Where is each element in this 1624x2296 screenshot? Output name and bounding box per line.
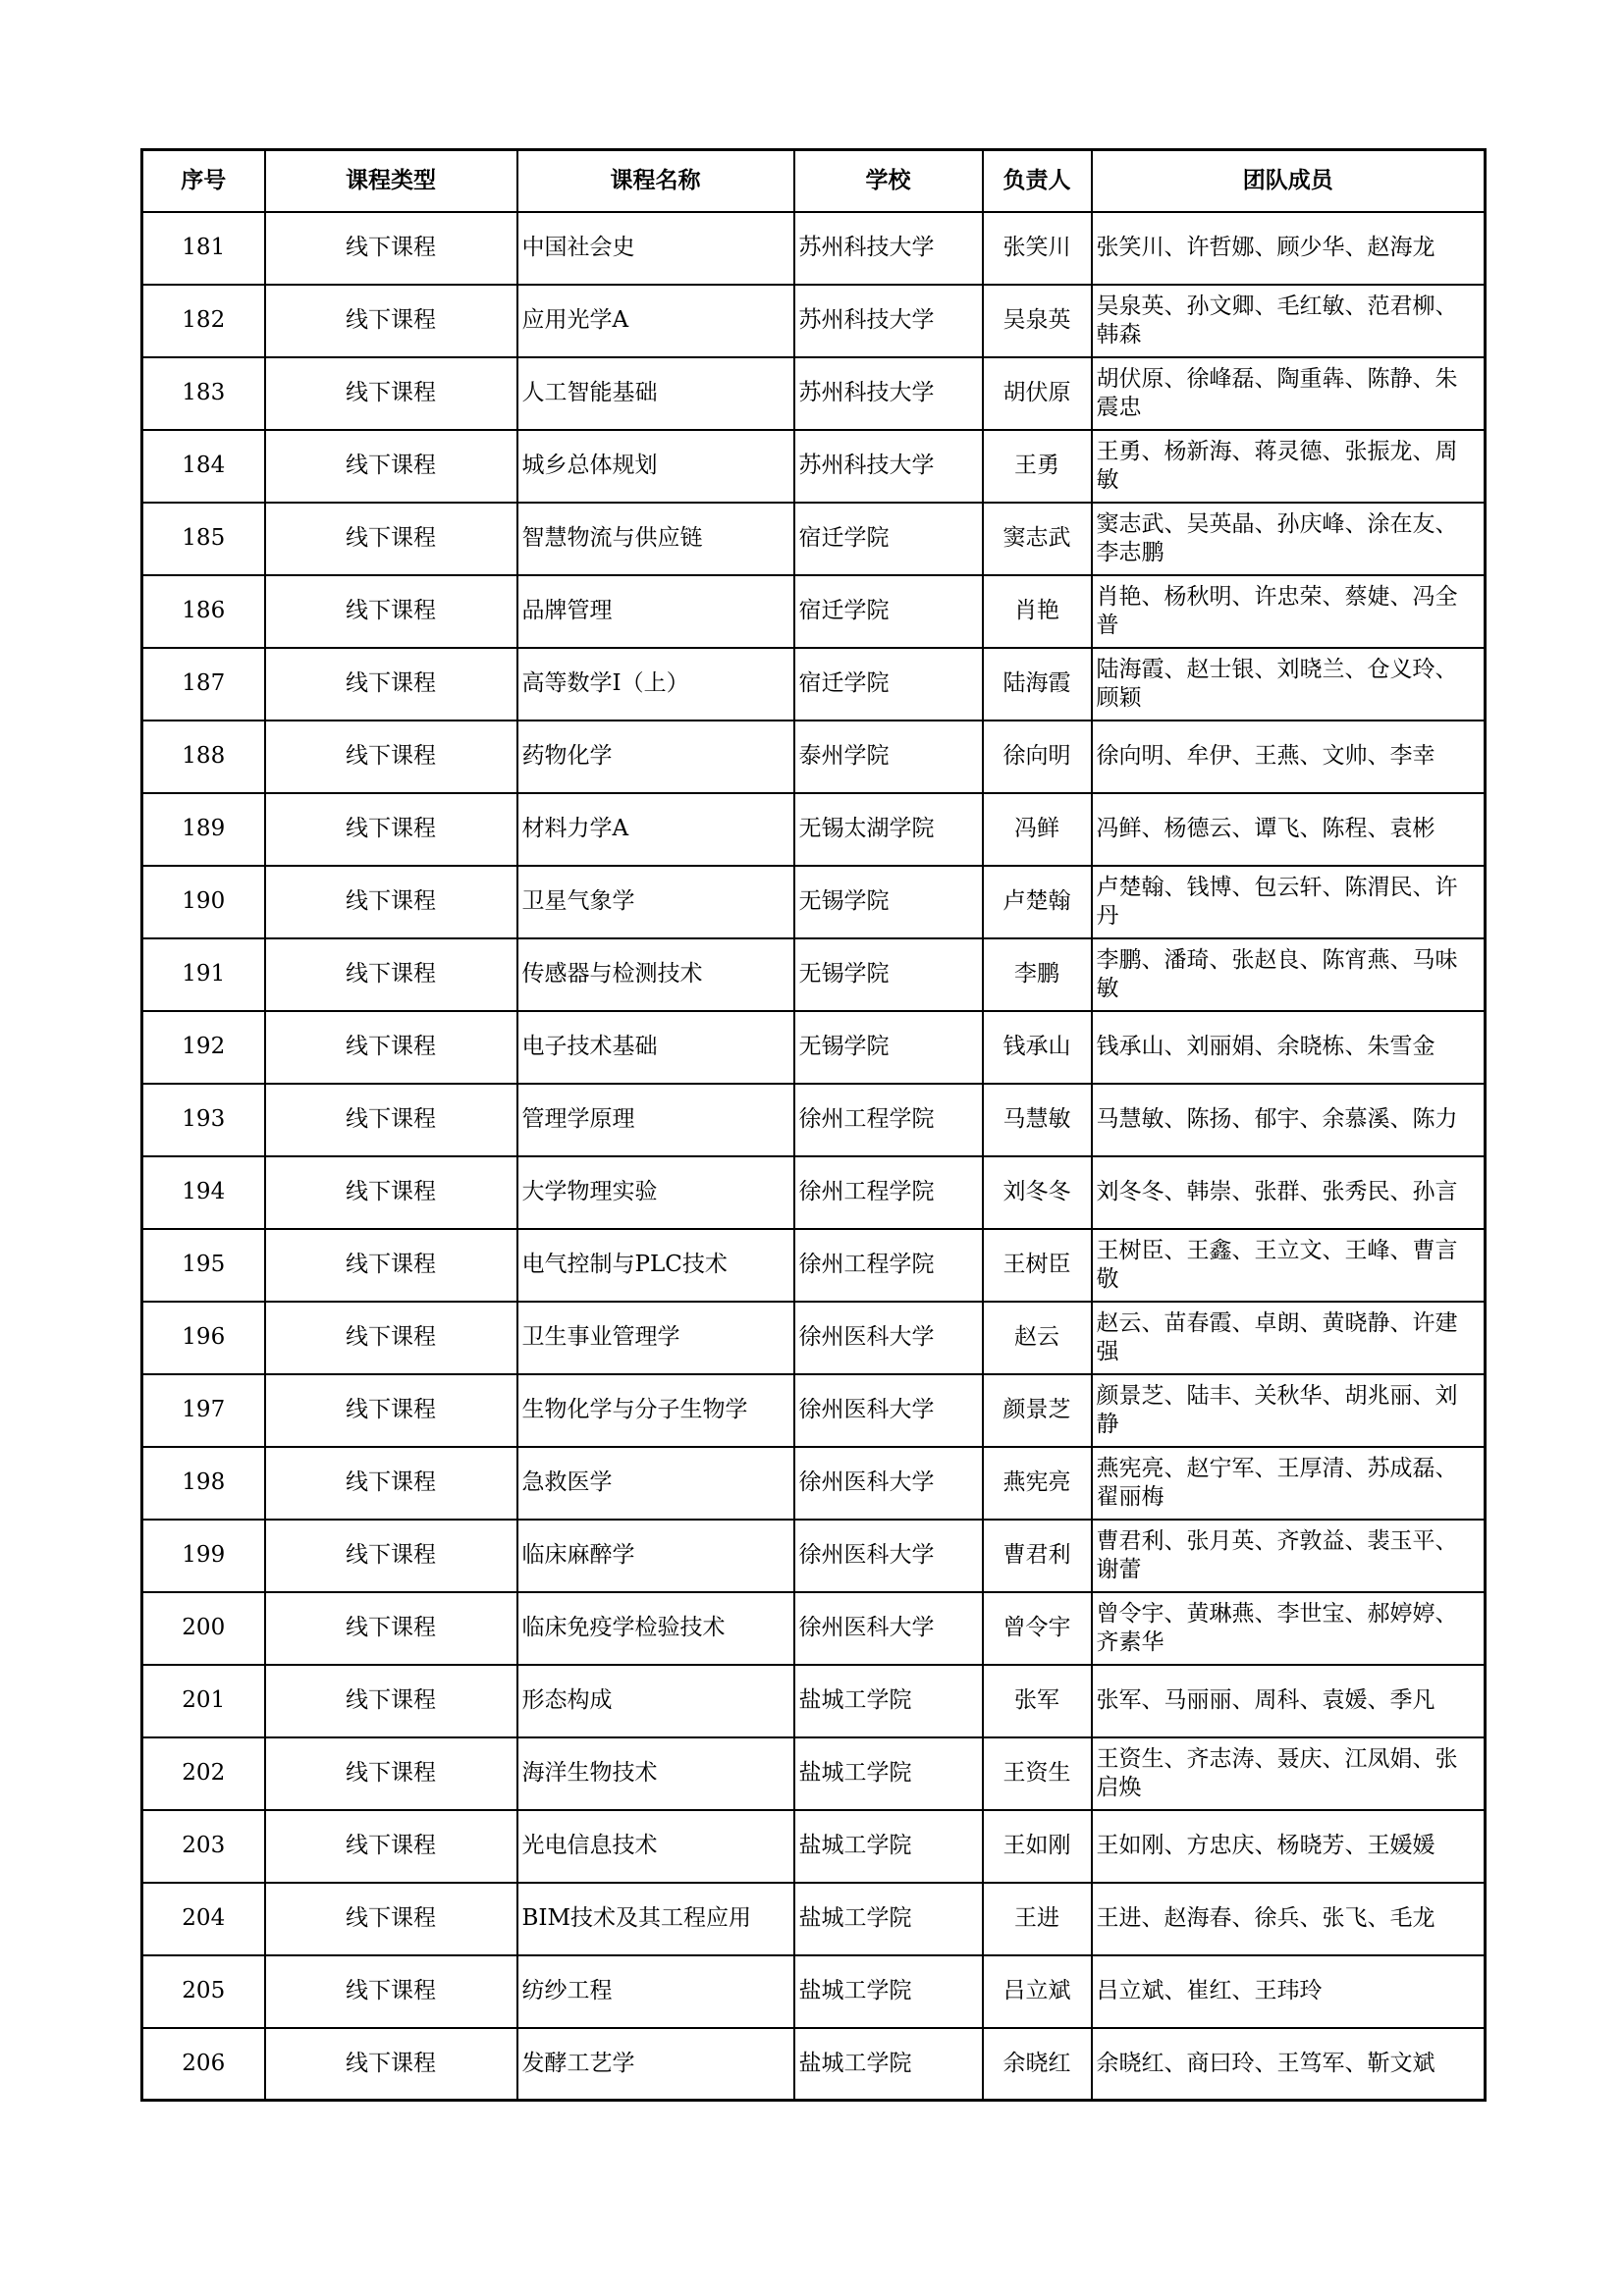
cell-index: 188 xyxy=(142,721,265,793)
table-row xyxy=(142,285,1486,357)
cell-course-type: 线下课程 xyxy=(265,1229,517,1302)
cell-team-members: 王资生、齐志涛、聂庆、江凤娟、张启焕 xyxy=(1092,1737,1486,1810)
header-index: 序号 xyxy=(142,150,265,212)
cell-school: 徐州工程学院 xyxy=(794,1084,983,1156)
cell-team-members: 余晓红、商曰玲、王笃军、靳文斌 xyxy=(1092,2028,1486,2101)
table-row xyxy=(142,1810,1486,1883)
cell-course-name: 人工智能基础 xyxy=(517,357,794,430)
cell-course-type: 线下课程 xyxy=(265,1011,517,1084)
cell-course-type: 线下课程 xyxy=(265,1592,517,1665)
cell-course-name: 药物化学 xyxy=(517,721,794,793)
table-row xyxy=(142,2028,1486,2101)
cell-leader: 赵云 xyxy=(983,1302,1092,1374)
table-row xyxy=(142,1011,1486,1084)
cell-team-members: 赵云、苗春霞、卓朗、黄晓静、许建强 xyxy=(1092,1302,1486,1374)
cell-index: 199 xyxy=(142,1520,265,1592)
cell-team-members: 张军、马丽丽、周科、袁媛、季凡 xyxy=(1092,1665,1486,1737)
cell-course-name: 急救医学 xyxy=(517,1447,794,1520)
table-header xyxy=(142,150,1486,212)
cell-leader: 徐向明 xyxy=(983,721,1092,793)
cell-leader: 王树臣 xyxy=(983,1229,1092,1302)
cell-school: 无锡太湖学院 xyxy=(794,793,983,866)
cell-course-type: 线下课程 xyxy=(265,793,517,866)
table-row xyxy=(142,430,1486,503)
cell-team-members: 卢楚翰、钱博、包云轩、陈渭民、许丹 xyxy=(1092,866,1486,938)
cell-index: 187 xyxy=(142,648,265,721)
cell-course-type: 线下课程 xyxy=(265,430,517,503)
cell-course-name: 智慧物流与供应链 xyxy=(517,503,794,575)
cell-school: 盐城工学院 xyxy=(794,1810,983,1883)
cell-index: 196 xyxy=(142,1302,265,1374)
cell-school: 徐州医科大学 xyxy=(794,1592,983,1665)
cell-course-type: 线下课程 xyxy=(265,357,517,430)
cell-course-type: 线下课程 xyxy=(265,1084,517,1156)
cell-index: 200 xyxy=(142,1592,265,1665)
cell-course-type: 线下课程 xyxy=(265,1810,517,1883)
cell-school: 盐城工学院 xyxy=(794,1737,983,1810)
header-course-type: 课程类型 xyxy=(265,150,517,212)
cell-course-name: 临床麻醉学 xyxy=(517,1520,794,1592)
table-row xyxy=(142,1520,1486,1592)
cell-course-type: 线下课程 xyxy=(265,575,517,648)
cell-course-name: 城乡总体规划 xyxy=(517,430,794,503)
table-row xyxy=(142,1302,1486,1374)
cell-index: 182 xyxy=(142,285,265,357)
cell-team-members: 窦志武、吴英晶、孙庆峰、涂在友、李志鹏 xyxy=(1092,503,1486,575)
cell-course-name: 大学物理实验 xyxy=(517,1156,794,1229)
cell-index: 195 xyxy=(142,1229,265,1302)
course-table xyxy=(140,148,1487,2102)
cell-course-name: 光电信息技术 xyxy=(517,1810,794,1883)
header-leader: 负责人 xyxy=(983,150,1092,212)
cell-team-members: 徐向明、牟伊、王燕、文帅、李幸 xyxy=(1092,721,1486,793)
table-row xyxy=(142,1665,1486,1737)
cell-course-name: 卫生事业管理学 xyxy=(517,1302,794,1374)
cell-course-name: 品牌管理 xyxy=(517,575,794,648)
cell-school: 苏州科技大学 xyxy=(794,430,983,503)
cell-school: 盐城工学院 xyxy=(794,1955,983,2028)
cell-team-members: 胡伏原、徐峰磊、陶重犇、陈静、朱震忠 xyxy=(1092,357,1486,430)
cell-school: 徐州工程学院 xyxy=(794,1229,983,1302)
cell-leader: 张笑川 xyxy=(983,212,1092,285)
cell-index: 186 xyxy=(142,575,265,648)
cell-course-name: 形态构成 xyxy=(517,1665,794,1737)
cell-course-type: 线下课程 xyxy=(265,1883,517,1955)
cell-course-type: 线下课程 xyxy=(265,212,517,285)
cell-team-members: 曾令宇、黄琳燕、李世宝、郝婷婷、齐素华 xyxy=(1092,1592,1486,1665)
table-row xyxy=(142,721,1486,793)
cell-course-type: 线下课程 xyxy=(265,648,517,721)
cell-leader: 钱承山 xyxy=(983,1011,1092,1084)
cell-school: 徐州医科大学 xyxy=(794,1520,983,1592)
cell-school: 苏州科技大学 xyxy=(794,357,983,430)
cell-course-type: 线下课程 xyxy=(265,938,517,1011)
cell-course-name: 卫星气象学 xyxy=(517,866,794,938)
table-row xyxy=(142,1084,1486,1156)
cell-course-name: 电气控制与PLC技术 xyxy=(517,1229,794,1302)
cell-team-members: 吴泉英、孙文卿、毛红敏、范君柳、韩森 xyxy=(1092,285,1486,357)
cell-leader: 张军 xyxy=(983,1665,1092,1737)
cell-index: 204 xyxy=(142,1883,265,1955)
cell-index: 206 xyxy=(142,2028,265,2101)
cell-leader: 陆海霞 xyxy=(983,648,1092,721)
cell-team-members: 钱承山、刘丽娟、余晓栋、朱雪金 xyxy=(1092,1011,1486,1084)
table-row xyxy=(142,938,1486,1011)
table-row xyxy=(142,212,1486,285)
cell-course-name: 中国社会史 xyxy=(517,212,794,285)
cell-school: 苏州科技大学 xyxy=(794,285,983,357)
header-row xyxy=(142,150,1486,212)
cell-team-members: 马慧敏、陈扬、郁宇、余慕溪、陈力 xyxy=(1092,1084,1486,1156)
table-row xyxy=(142,793,1486,866)
cell-course-type: 线下课程 xyxy=(265,503,517,575)
cell-course-type: 线下课程 xyxy=(265,1520,517,1592)
cell-index: 181 xyxy=(142,212,265,285)
cell-school: 盐城工学院 xyxy=(794,1665,983,1737)
table-row xyxy=(142,1156,1486,1229)
cell-leader: 卢楚翰 xyxy=(983,866,1092,938)
cell-team-members: 王进、赵海春、徐兵、张飞、毛龙 xyxy=(1092,1883,1486,1955)
table-row xyxy=(142,1447,1486,1520)
table-row xyxy=(142,1374,1486,1447)
cell-index: 194 xyxy=(142,1156,265,1229)
table-row xyxy=(142,575,1486,648)
cell-course-name: BIM技术及其工程应用 xyxy=(517,1883,794,1955)
table-row xyxy=(142,1592,1486,1665)
cell-course-name: 应用光学A xyxy=(517,285,794,357)
cell-team-members: 李鹏、潘琦、张赵良、陈宵燕、马味敏 xyxy=(1092,938,1486,1011)
cell-team-members: 张笑川、许哲娜、顾少华、赵海龙 xyxy=(1092,212,1486,285)
cell-index: 203 xyxy=(142,1810,265,1883)
cell-leader: 吕立斌 xyxy=(983,1955,1092,2028)
cell-team-members: 王如刚、方忠庆、杨晓芳、王媛媛 xyxy=(1092,1810,1486,1883)
cell-team-members: 燕宪亮、赵宁军、王厚清、苏成磊、翟丽梅 xyxy=(1092,1447,1486,1520)
cell-course-type: 线下课程 xyxy=(265,721,517,793)
cell-index: 192 xyxy=(142,1011,265,1084)
cell-index: 184 xyxy=(142,430,265,503)
table-row xyxy=(142,1955,1486,2028)
table-row xyxy=(142,866,1486,938)
table-body xyxy=(142,212,1486,2101)
cell-school: 徐州医科大学 xyxy=(794,1302,983,1374)
cell-course-type: 线下课程 xyxy=(265,1447,517,1520)
cell-school: 宿迁学院 xyxy=(794,503,983,575)
cell-school: 宿迁学院 xyxy=(794,648,983,721)
table-row xyxy=(142,648,1486,721)
cell-course-name: 管理学原理 xyxy=(517,1084,794,1156)
cell-team-members: 肖艳、杨秋明、许忠荣、蔡婕、冯全普 xyxy=(1092,575,1486,648)
cell-team-members: 曹君利、张月英、齐敦益、裴玉平、谢蕾 xyxy=(1092,1520,1486,1592)
cell-course-type: 线下课程 xyxy=(265,1737,517,1810)
cell-course-type: 线下课程 xyxy=(265,1302,517,1374)
cell-course-name: 海洋生物技术 xyxy=(517,1737,794,1810)
cell-index: 193 xyxy=(142,1084,265,1156)
cell-team-members: 王勇、杨新海、蒋灵德、张振龙、周敏 xyxy=(1092,430,1486,503)
cell-school: 无锡学院 xyxy=(794,1011,983,1084)
table-row xyxy=(142,503,1486,575)
table-row xyxy=(142,1737,1486,1810)
cell-course-name: 材料力学A xyxy=(517,793,794,866)
cell-course-name: 电子技术基础 xyxy=(517,1011,794,1084)
cell-school: 宿迁学院 xyxy=(794,575,983,648)
cell-index: 189 xyxy=(142,793,265,866)
cell-index: 191 xyxy=(142,938,265,1011)
cell-leader: 胡伏原 xyxy=(983,357,1092,430)
header-course-name: 课程名称 xyxy=(517,150,794,212)
table-row xyxy=(142,357,1486,430)
cell-leader: 曾令宇 xyxy=(983,1592,1092,1665)
cell-leader: 王勇 xyxy=(983,430,1092,503)
cell-course-name: 传感器与检测技术 xyxy=(517,938,794,1011)
cell-school: 无锡学院 xyxy=(794,938,983,1011)
cell-course-type: 线下课程 xyxy=(265,1665,517,1737)
table-row xyxy=(142,1229,1486,1302)
cell-team-members: 王树臣、王鑫、王立文、王峰、曹言敬 xyxy=(1092,1229,1486,1302)
cell-course-type: 线下课程 xyxy=(265,1955,517,2028)
cell-index: 185 xyxy=(142,503,265,575)
cell-leader: 王如刚 xyxy=(983,1810,1092,1883)
cell-course-type: 线下课程 xyxy=(265,866,517,938)
cell-school: 盐城工学院 xyxy=(794,1883,983,1955)
cell-course-name: 临床免疫学检验技术 xyxy=(517,1592,794,1665)
cell-leader: 余晓红 xyxy=(983,2028,1092,2101)
cell-index: 198 xyxy=(142,1447,265,1520)
cell-course-name: 发酵工艺学 xyxy=(517,2028,794,2101)
header-team-members: 团队成员 xyxy=(1092,150,1486,212)
cell-school: 无锡学院 xyxy=(794,866,983,938)
cell-school: 泰州学院 xyxy=(794,721,983,793)
cell-team-members: 颜景芝、陆丰、关秋华、胡兆丽、刘静 xyxy=(1092,1374,1486,1447)
cell-course-type: 线下课程 xyxy=(265,1374,517,1447)
cell-school: 徐州医科大学 xyxy=(794,1447,983,1520)
cell-leader: 马慧敏 xyxy=(983,1084,1092,1156)
cell-leader: 冯鲜 xyxy=(983,793,1092,866)
cell-team-members: 刘冬冬、韩崇、张群、张秀民、孙言 xyxy=(1092,1156,1486,1229)
cell-index: 201 xyxy=(142,1665,265,1737)
cell-leader: 王进 xyxy=(983,1883,1092,1955)
cell-course-name: 高等数学I（上） xyxy=(517,648,794,721)
cell-index: 183 xyxy=(142,357,265,430)
cell-leader: 王资生 xyxy=(983,1737,1092,1810)
cell-course-type: 线下课程 xyxy=(265,2028,517,2101)
cell-school: 徐州工程学院 xyxy=(794,1156,983,1229)
cell-course-name: 生物化学与分子生物学 xyxy=(517,1374,794,1447)
cell-leader: 李鹏 xyxy=(983,938,1092,1011)
cell-index: 205 xyxy=(142,1955,265,2028)
cell-leader: 刘冬冬 xyxy=(983,1156,1092,1229)
cell-course-type: 线下课程 xyxy=(265,1156,517,1229)
cell-leader: 燕宪亮 xyxy=(983,1447,1092,1520)
cell-index: 197 xyxy=(142,1374,265,1447)
cell-leader: 曹君利 xyxy=(983,1520,1092,1592)
cell-leader: 窦志武 xyxy=(983,503,1092,575)
cell-team-members: 吕立斌、崔红、王玮玲 xyxy=(1092,1955,1486,2028)
table-row xyxy=(142,1883,1486,1955)
cell-team-members: 冯鲜、杨德云、谭飞、陈程、袁彬 xyxy=(1092,793,1486,866)
cell-index: 190 xyxy=(142,866,265,938)
cell-index: 202 xyxy=(142,1737,265,1810)
header-school: 学校 xyxy=(794,150,983,212)
cell-leader: 颜景芝 xyxy=(983,1374,1092,1447)
cell-school: 苏州科技大学 xyxy=(794,212,983,285)
cell-course-name: 纺纱工程 xyxy=(517,1955,794,2028)
cell-school: 徐州医科大学 xyxy=(794,1374,983,1447)
cell-school: 盐城工学院 xyxy=(794,2028,983,2101)
cell-course-type: 线下课程 xyxy=(265,285,517,357)
cell-leader: 吴泉英 xyxy=(983,285,1092,357)
cell-leader: 肖艳 xyxy=(983,575,1092,648)
cell-team-members: 陆海霞、赵士银、刘晓兰、仓义玲、顾颖 xyxy=(1092,648,1486,721)
